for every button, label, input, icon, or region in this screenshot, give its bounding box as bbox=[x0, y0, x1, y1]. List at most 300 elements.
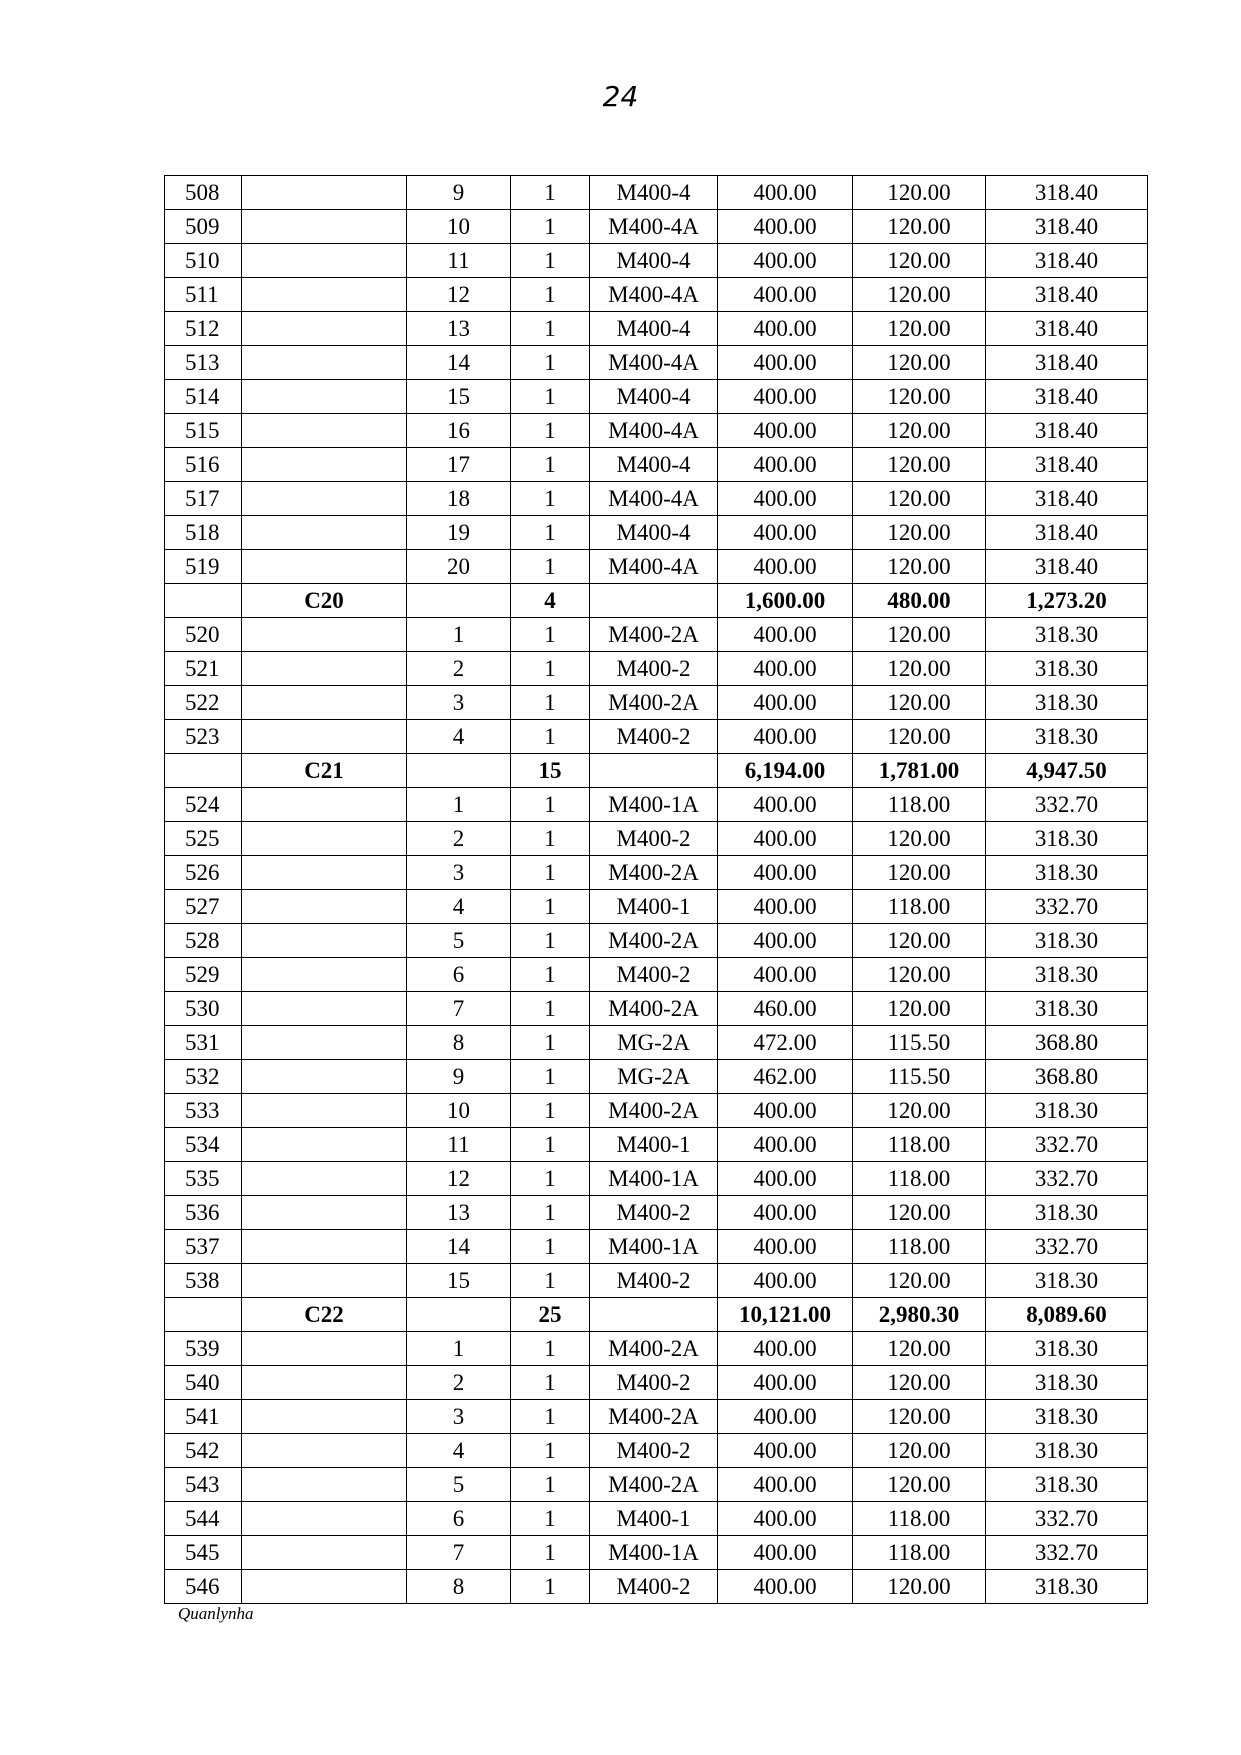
code-cell: M400-1 bbox=[590, 1502, 718, 1536]
table-row bbox=[165, 1196, 1148, 1230]
table-row bbox=[165, 516, 1148, 550]
row-number-cell: 513 bbox=[165, 346, 242, 380]
value-b-cell: 120.00 bbox=[853, 1094, 986, 1128]
value-a-cell: 400.00 bbox=[718, 1468, 853, 1502]
group-cell bbox=[242, 380, 407, 414]
index-cell: 3 bbox=[407, 686, 511, 720]
row-number-cell: 537 bbox=[165, 1230, 242, 1264]
value-b-cell: 120.00 bbox=[853, 1264, 986, 1298]
code-cell: M400-2 bbox=[590, 720, 718, 754]
row-number-cell bbox=[165, 584, 242, 618]
value-a-cell: 400.00 bbox=[718, 890, 853, 924]
group-cell bbox=[242, 652, 407, 686]
row-number-cell: 514 bbox=[165, 380, 242, 414]
quantity-cell: 1 bbox=[511, 788, 590, 822]
value-a-cell: 400.00 bbox=[718, 1366, 853, 1400]
value-a-cell: 400.00 bbox=[718, 312, 853, 346]
group-cell bbox=[242, 720, 407, 754]
table-row bbox=[165, 1536, 1148, 1570]
index-cell: 19 bbox=[407, 516, 511, 550]
value-b-cell: 120.00 bbox=[853, 516, 986, 550]
row-number-cell: 523 bbox=[165, 720, 242, 754]
value-b-cell: 120.00 bbox=[853, 312, 986, 346]
value-a-cell: 400.00 bbox=[718, 346, 853, 380]
row-number-cell: 534 bbox=[165, 1128, 242, 1162]
value-a-cell: 1,600.00 bbox=[718, 584, 853, 618]
value-c-cell: 318.30 bbox=[986, 1264, 1148, 1298]
group-cell bbox=[242, 856, 407, 890]
quantity-cell: 1 bbox=[511, 312, 590, 346]
value-a-cell: 400.00 bbox=[718, 822, 853, 856]
value-c-cell: 332.70 bbox=[986, 1162, 1148, 1196]
group-cell bbox=[242, 1264, 407, 1298]
value-a-cell: 400.00 bbox=[718, 210, 853, 244]
value-c-cell: 332.70 bbox=[986, 890, 1148, 924]
quantity-cell: 1 bbox=[511, 1570, 590, 1604]
value-a-cell: 400.00 bbox=[718, 414, 853, 448]
value-b-cell: 120.00 bbox=[853, 278, 986, 312]
row-number-cell: 532 bbox=[165, 1060, 242, 1094]
index-cell: 12 bbox=[407, 1162, 511, 1196]
value-a-cell: 400.00 bbox=[718, 856, 853, 890]
code-cell: M400-4A bbox=[590, 346, 718, 380]
value-c-cell: 332.70 bbox=[986, 1502, 1148, 1536]
value-c-cell: 318.40 bbox=[986, 278, 1148, 312]
code-cell: M400-4A bbox=[590, 550, 718, 584]
code-cell: M400-2A bbox=[590, 618, 718, 652]
row-number-cell: 527 bbox=[165, 890, 242, 924]
index-cell: 7 bbox=[407, 1536, 511, 1570]
table-row bbox=[165, 1264, 1148, 1298]
value-c-cell: 318.40 bbox=[986, 414, 1148, 448]
quantity-cell: 1 bbox=[511, 1128, 590, 1162]
table-row bbox=[165, 958, 1148, 992]
index-cell: 2 bbox=[407, 652, 511, 686]
row-number-cell: 521 bbox=[165, 652, 242, 686]
code-cell: M400-1A bbox=[590, 1230, 718, 1264]
quantity-cell: 1 bbox=[511, 1060, 590, 1094]
quantity-cell: 1 bbox=[511, 210, 590, 244]
index-cell: 9 bbox=[407, 176, 511, 210]
value-b-cell: 118.00 bbox=[853, 1536, 986, 1570]
group-cell bbox=[242, 958, 407, 992]
value-a-cell: 400.00 bbox=[718, 1502, 853, 1536]
index-cell: 11 bbox=[407, 1128, 511, 1162]
index-cell: 17 bbox=[407, 448, 511, 482]
value-b-cell: 118.00 bbox=[853, 1128, 986, 1162]
table-row bbox=[165, 652, 1148, 686]
quantity-cell: 1 bbox=[511, 244, 590, 278]
group-cell bbox=[242, 686, 407, 720]
code-cell: MG-2A bbox=[590, 1060, 718, 1094]
row-number-cell: 539 bbox=[165, 1332, 242, 1366]
code-cell: M400-4 bbox=[590, 312, 718, 346]
subtotal-row bbox=[165, 1298, 1148, 1332]
value-c-cell: 318.30 bbox=[986, 686, 1148, 720]
table-row bbox=[165, 176, 1148, 210]
code-cell: M400-2 bbox=[590, 652, 718, 686]
code-cell bbox=[590, 584, 718, 618]
index-cell: 1 bbox=[407, 1332, 511, 1366]
index-cell: 16 bbox=[407, 414, 511, 448]
value-b-cell: 120.00 bbox=[853, 380, 986, 414]
table-row bbox=[165, 346, 1148, 380]
group-cell bbox=[242, 210, 407, 244]
value-b-cell: 115.50 bbox=[853, 1060, 986, 1094]
quantity-cell: 1 bbox=[511, 992, 590, 1026]
row-number-cell: 516 bbox=[165, 448, 242, 482]
row-number-cell: 517 bbox=[165, 482, 242, 516]
row-number-cell: 544 bbox=[165, 1502, 242, 1536]
code-cell: M400-2A bbox=[590, 992, 718, 1026]
value-a-cell: 400.00 bbox=[718, 1264, 853, 1298]
value-b-cell: 1,781.00 bbox=[853, 754, 986, 788]
value-b-cell: 120.00 bbox=[853, 414, 986, 448]
value-b-cell: 120.00 bbox=[853, 448, 986, 482]
index-cell: 15 bbox=[407, 1264, 511, 1298]
value-a-cell: 400.00 bbox=[718, 618, 853, 652]
group-cell bbox=[242, 176, 407, 210]
quantity-cell: 1 bbox=[511, 618, 590, 652]
value-b-cell: 120.00 bbox=[853, 1400, 986, 1434]
table-row bbox=[165, 278, 1148, 312]
group-cell bbox=[242, 1502, 407, 1536]
code-cell: M400-2A bbox=[590, 924, 718, 958]
value-a-cell: 400.00 bbox=[718, 176, 853, 210]
value-b-cell: 120.00 bbox=[853, 550, 986, 584]
value-c-cell: 318.40 bbox=[986, 550, 1148, 584]
group-cell bbox=[242, 278, 407, 312]
group-cell bbox=[242, 1026, 407, 1060]
row-number-cell: 525 bbox=[165, 822, 242, 856]
value-c-cell: 318.40 bbox=[986, 346, 1148, 380]
value-a-cell: 400.00 bbox=[718, 482, 853, 516]
value-a-cell: 6,194.00 bbox=[718, 754, 853, 788]
value-a-cell: 400.00 bbox=[718, 1400, 853, 1434]
value-c-cell: 4,947.50 bbox=[986, 754, 1148, 788]
row-number-cell bbox=[165, 754, 242, 788]
group-cell bbox=[242, 346, 407, 380]
index-cell: 12 bbox=[407, 278, 511, 312]
group-cell bbox=[242, 1196, 407, 1230]
index-cell: 1 bbox=[407, 618, 511, 652]
code-cell: M400-4A bbox=[590, 210, 718, 244]
value-a-cell: 400.00 bbox=[718, 958, 853, 992]
code-cell: M400-4A bbox=[590, 482, 718, 516]
value-b-cell: 120.00 bbox=[853, 720, 986, 754]
code-cell: M400-2A bbox=[590, 1094, 718, 1128]
row-number-cell: 546 bbox=[165, 1570, 242, 1604]
code-cell: M400-4A bbox=[590, 278, 718, 312]
value-c-cell: 318.30 bbox=[986, 1332, 1148, 1366]
value-c-cell: 318.40 bbox=[986, 482, 1148, 516]
row-number-cell: 518 bbox=[165, 516, 242, 550]
table-row bbox=[165, 1570, 1148, 1604]
group-cell bbox=[242, 618, 407, 652]
row-number-cell: 512 bbox=[165, 312, 242, 346]
table-row bbox=[165, 1400, 1148, 1434]
group-cell bbox=[242, 482, 407, 516]
value-c-cell: 332.70 bbox=[986, 1230, 1148, 1264]
value-c-cell: 318.40 bbox=[986, 312, 1148, 346]
quantity-cell: 1 bbox=[511, 482, 590, 516]
index-cell: 2 bbox=[407, 1366, 511, 1400]
table-row bbox=[165, 1060, 1148, 1094]
group-cell bbox=[242, 448, 407, 482]
code-cell: M400-4 bbox=[590, 176, 718, 210]
data-table bbox=[164, 175, 1148, 1604]
row-number-cell: 510 bbox=[165, 244, 242, 278]
code-cell: M400-2A bbox=[590, 686, 718, 720]
value-b-cell: 120.00 bbox=[853, 958, 986, 992]
value-a-cell: 400.00 bbox=[718, 720, 853, 754]
value-b-cell: 120.00 bbox=[853, 1468, 986, 1502]
group-cell: C20 bbox=[242, 584, 407, 618]
value-b-cell: 120.00 bbox=[853, 992, 986, 1026]
index-cell: 14 bbox=[407, 346, 511, 380]
group-cell bbox=[242, 992, 407, 1026]
row-number-cell: 522 bbox=[165, 686, 242, 720]
index-cell: 10 bbox=[407, 210, 511, 244]
code-cell: M400-2 bbox=[590, 822, 718, 856]
value-a-cell: 400.00 bbox=[718, 1536, 853, 1570]
quantity-cell: 1 bbox=[511, 652, 590, 686]
index-cell bbox=[407, 584, 511, 618]
row-number-cell: 529 bbox=[165, 958, 242, 992]
value-a-cell: 400.00 bbox=[718, 1332, 853, 1366]
index-cell: 4 bbox=[407, 1434, 511, 1468]
group-cell bbox=[242, 822, 407, 856]
value-a-cell: 400.00 bbox=[718, 1230, 853, 1264]
value-a-cell: 400.00 bbox=[718, 278, 853, 312]
value-b-cell: 120.00 bbox=[853, 1434, 986, 1468]
table-row bbox=[165, 244, 1148, 278]
code-cell: M400-2 bbox=[590, 1570, 718, 1604]
value-c-cell: 318.30 bbox=[986, 1468, 1148, 1502]
quantity-cell: 1 bbox=[511, 1468, 590, 1502]
code-cell: MG-2A bbox=[590, 1026, 718, 1060]
index-cell: 13 bbox=[407, 312, 511, 346]
value-b-cell: 120.00 bbox=[853, 686, 986, 720]
row-number-cell: 540 bbox=[165, 1366, 242, 1400]
group-cell bbox=[242, 312, 407, 346]
value-a-cell: 400.00 bbox=[718, 1128, 853, 1162]
subtotal-row bbox=[165, 754, 1148, 788]
quantity-cell: 1 bbox=[511, 1332, 590, 1366]
group-cell bbox=[242, 788, 407, 822]
quantity-cell: 1 bbox=[511, 176, 590, 210]
value-a-cell: 400.00 bbox=[718, 1094, 853, 1128]
index-cell: 5 bbox=[407, 924, 511, 958]
quantity-cell: 15 bbox=[511, 754, 590, 788]
row-number-cell: 526 bbox=[165, 856, 242, 890]
value-b-cell: 120.00 bbox=[853, 346, 986, 380]
code-cell bbox=[590, 1298, 718, 1332]
table-row bbox=[165, 992, 1148, 1026]
table-row bbox=[165, 482, 1148, 516]
quantity-cell: 1 bbox=[511, 550, 590, 584]
value-b-cell: 120.00 bbox=[853, 822, 986, 856]
value-c-cell: 332.70 bbox=[986, 1128, 1148, 1162]
group-cell bbox=[242, 1536, 407, 1570]
value-a-cell: 400.00 bbox=[718, 1196, 853, 1230]
value-b-cell: 120.00 bbox=[853, 856, 986, 890]
value-c-cell: 318.30 bbox=[986, 958, 1148, 992]
value-a-cell: 10,121.00 bbox=[718, 1298, 853, 1332]
quantity-cell: 1 bbox=[511, 890, 590, 924]
index-cell: 15 bbox=[407, 380, 511, 414]
group-cell bbox=[242, 1468, 407, 1502]
index-cell: 3 bbox=[407, 856, 511, 890]
row-number-cell: 541 bbox=[165, 1400, 242, 1434]
value-a-cell: 400.00 bbox=[718, 516, 853, 550]
code-cell bbox=[590, 754, 718, 788]
group-cell bbox=[242, 1434, 407, 1468]
table-row bbox=[165, 1502, 1148, 1536]
code-cell: M400-4 bbox=[590, 380, 718, 414]
value-c-cell: 368.80 bbox=[986, 1026, 1148, 1060]
group-cell bbox=[242, 414, 407, 448]
index-cell: 7 bbox=[407, 992, 511, 1026]
quantity-cell: 1 bbox=[511, 1502, 590, 1536]
index-cell: 11 bbox=[407, 244, 511, 278]
table-row bbox=[165, 380, 1148, 414]
group-cell bbox=[242, 1366, 407, 1400]
value-b-cell: 118.00 bbox=[853, 890, 986, 924]
value-c-cell: 332.70 bbox=[986, 1536, 1148, 1570]
index-cell: 5 bbox=[407, 1468, 511, 1502]
code-cell: M400-4A bbox=[590, 414, 718, 448]
row-number-cell: 515 bbox=[165, 414, 242, 448]
quantity-cell: 1 bbox=[511, 958, 590, 992]
value-c-cell: 368.80 bbox=[986, 1060, 1148, 1094]
value-b-cell: 120.00 bbox=[853, 482, 986, 516]
index-cell: 10 bbox=[407, 1094, 511, 1128]
code-cell: M400-1 bbox=[590, 890, 718, 924]
value-c-cell: 318.30 bbox=[986, 1094, 1148, 1128]
code-cell: M400-2A bbox=[590, 1400, 718, 1434]
quantity-cell: 1 bbox=[511, 380, 590, 414]
index-cell bbox=[407, 754, 511, 788]
group-cell bbox=[242, 1230, 407, 1264]
value-c-cell: 318.30 bbox=[986, 618, 1148, 652]
value-c-cell: 8,089.60 bbox=[986, 1298, 1148, 1332]
index-cell: 14 bbox=[407, 1230, 511, 1264]
quantity-cell: 1 bbox=[511, 720, 590, 754]
value-a-cell: 400.00 bbox=[718, 686, 853, 720]
value-b-cell: 120.00 bbox=[853, 618, 986, 652]
row-number-cell: 543 bbox=[165, 1468, 242, 1502]
quantity-cell: 1 bbox=[511, 1196, 590, 1230]
quantity-cell: 1 bbox=[511, 1026, 590, 1060]
value-c-cell: 318.30 bbox=[986, 1400, 1148, 1434]
code-cell: M400-2A bbox=[590, 1468, 718, 1502]
row-number-cell: 538 bbox=[165, 1264, 242, 1298]
row-number-cell: 509 bbox=[165, 210, 242, 244]
group-cell bbox=[242, 516, 407, 550]
table-row bbox=[165, 822, 1148, 856]
row-number-cell: 530 bbox=[165, 992, 242, 1026]
quantity-cell: 1 bbox=[511, 1400, 590, 1434]
code-cell: M400-4 bbox=[590, 448, 718, 482]
group-cell bbox=[242, 550, 407, 584]
group-cell bbox=[242, 1162, 407, 1196]
quantity-cell: 1 bbox=[511, 414, 590, 448]
quantity-cell: 1 bbox=[511, 516, 590, 550]
code-cell: M400-4 bbox=[590, 244, 718, 278]
table-row bbox=[165, 686, 1148, 720]
value-b-cell: 120.00 bbox=[853, 210, 986, 244]
code-cell: M400-4 bbox=[590, 516, 718, 550]
row-number-cell: 508 bbox=[165, 176, 242, 210]
code-cell: M400-2 bbox=[590, 958, 718, 992]
page-number: 24 bbox=[602, 80, 639, 113]
value-a-cell: 400.00 bbox=[718, 244, 853, 278]
quantity-cell: 1 bbox=[511, 278, 590, 312]
quantity-cell: 25 bbox=[511, 1298, 590, 1332]
quantity-cell: 1 bbox=[511, 1536, 590, 1570]
group-cell bbox=[242, 244, 407, 278]
group-cell bbox=[242, 1400, 407, 1434]
value-a-cell: 462.00 bbox=[718, 1060, 853, 1094]
table-row bbox=[165, 1128, 1148, 1162]
table-row bbox=[165, 856, 1148, 890]
value-a-cell: 400.00 bbox=[718, 1162, 853, 1196]
table-row bbox=[165, 720, 1148, 754]
value-c-cell: 318.30 bbox=[986, 856, 1148, 890]
table-row bbox=[165, 312, 1148, 346]
row-number-cell: 533 bbox=[165, 1094, 242, 1128]
group-cell bbox=[242, 890, 407, 924]
row-number-cell bbox=[165, 1298, 242, 1332]
subtotal-row bbox=[165, 584, 1148, 618]
index-cell: 8 bbox=[407, 1570, 511, 1604]
value-b-cell: 120.00 bbox=[853, 1332, 986, 1366]
group-cell bbox=[242, 1332, 407, 1366]
quantity-cell: 4 bbox=[511, 584, 590, 618]
index-cell: 4 bbox=[407, 720, 511, 754]
code-cell: M400-2A bbox=[590, 1332, 718, 1366]
value-c-cell: 318.40 bbox=[986, 448, 1148, 482]
table-row bbox=[165, 1434, 1148, 1468]
quantity-cell: 1 bbox=[511, 686, 590, 720]
table-row bbox=[165, 448, 1148, 482]
quantity-cell: 1 bbox=[511, 1094, 590, 1128]
quantity-cell: 1 bbox=[511, 924, 590, 958]
code-cell: M400-2 bbox=[590, 1366, 718, 1400]
table-row bbox=[165, 618, 1148, 652]
table-row bbox=[165, 1026, 1148, 1060]
value-c-cell: 318.40 bbox=[986, 380, 1148, 414]
value-b-cell: 2,980.30 bbox=[853, 1298, 986, 1332]
value-c-cell: 332.70 bbox=[986, 788, 1148, 822]
quantity-cell: 1 bbox=[511, 1366, 590, 1400]
row-number-cell: 536 bbox=[165, 1196, 242, 1230]
quantity-cell: 1 bbox=[511, 856, 590, 890]
index-cell: 2 bbox=[407, 822, 511, 856]
group-cell: C22 bbox=[242, 1298, 407, 1332]
value-a-cell: 460.00 bbox=[718, 992, 853, 1026]
table-row bbox=[165, 414, 1148, 448]
value-a-cell: 400.00 bbox=[718, 550, 853, 584]
row-number-cell: 520 bbox=[165, 618, 242, 652]
group-cell bbox=[242, 924, 407, 958]
code-cell: M400-1A bbox=[590, 1536, 718, 1570]
table-row bbox=[165, 550, 1148, 584]
table-row bbox=[165, 924, 1148, 958]
code-cell: M400-2 bbox=[590, 1434, 718, 1468]
table-row bbox=[165, 1332, 1148, 1366]
